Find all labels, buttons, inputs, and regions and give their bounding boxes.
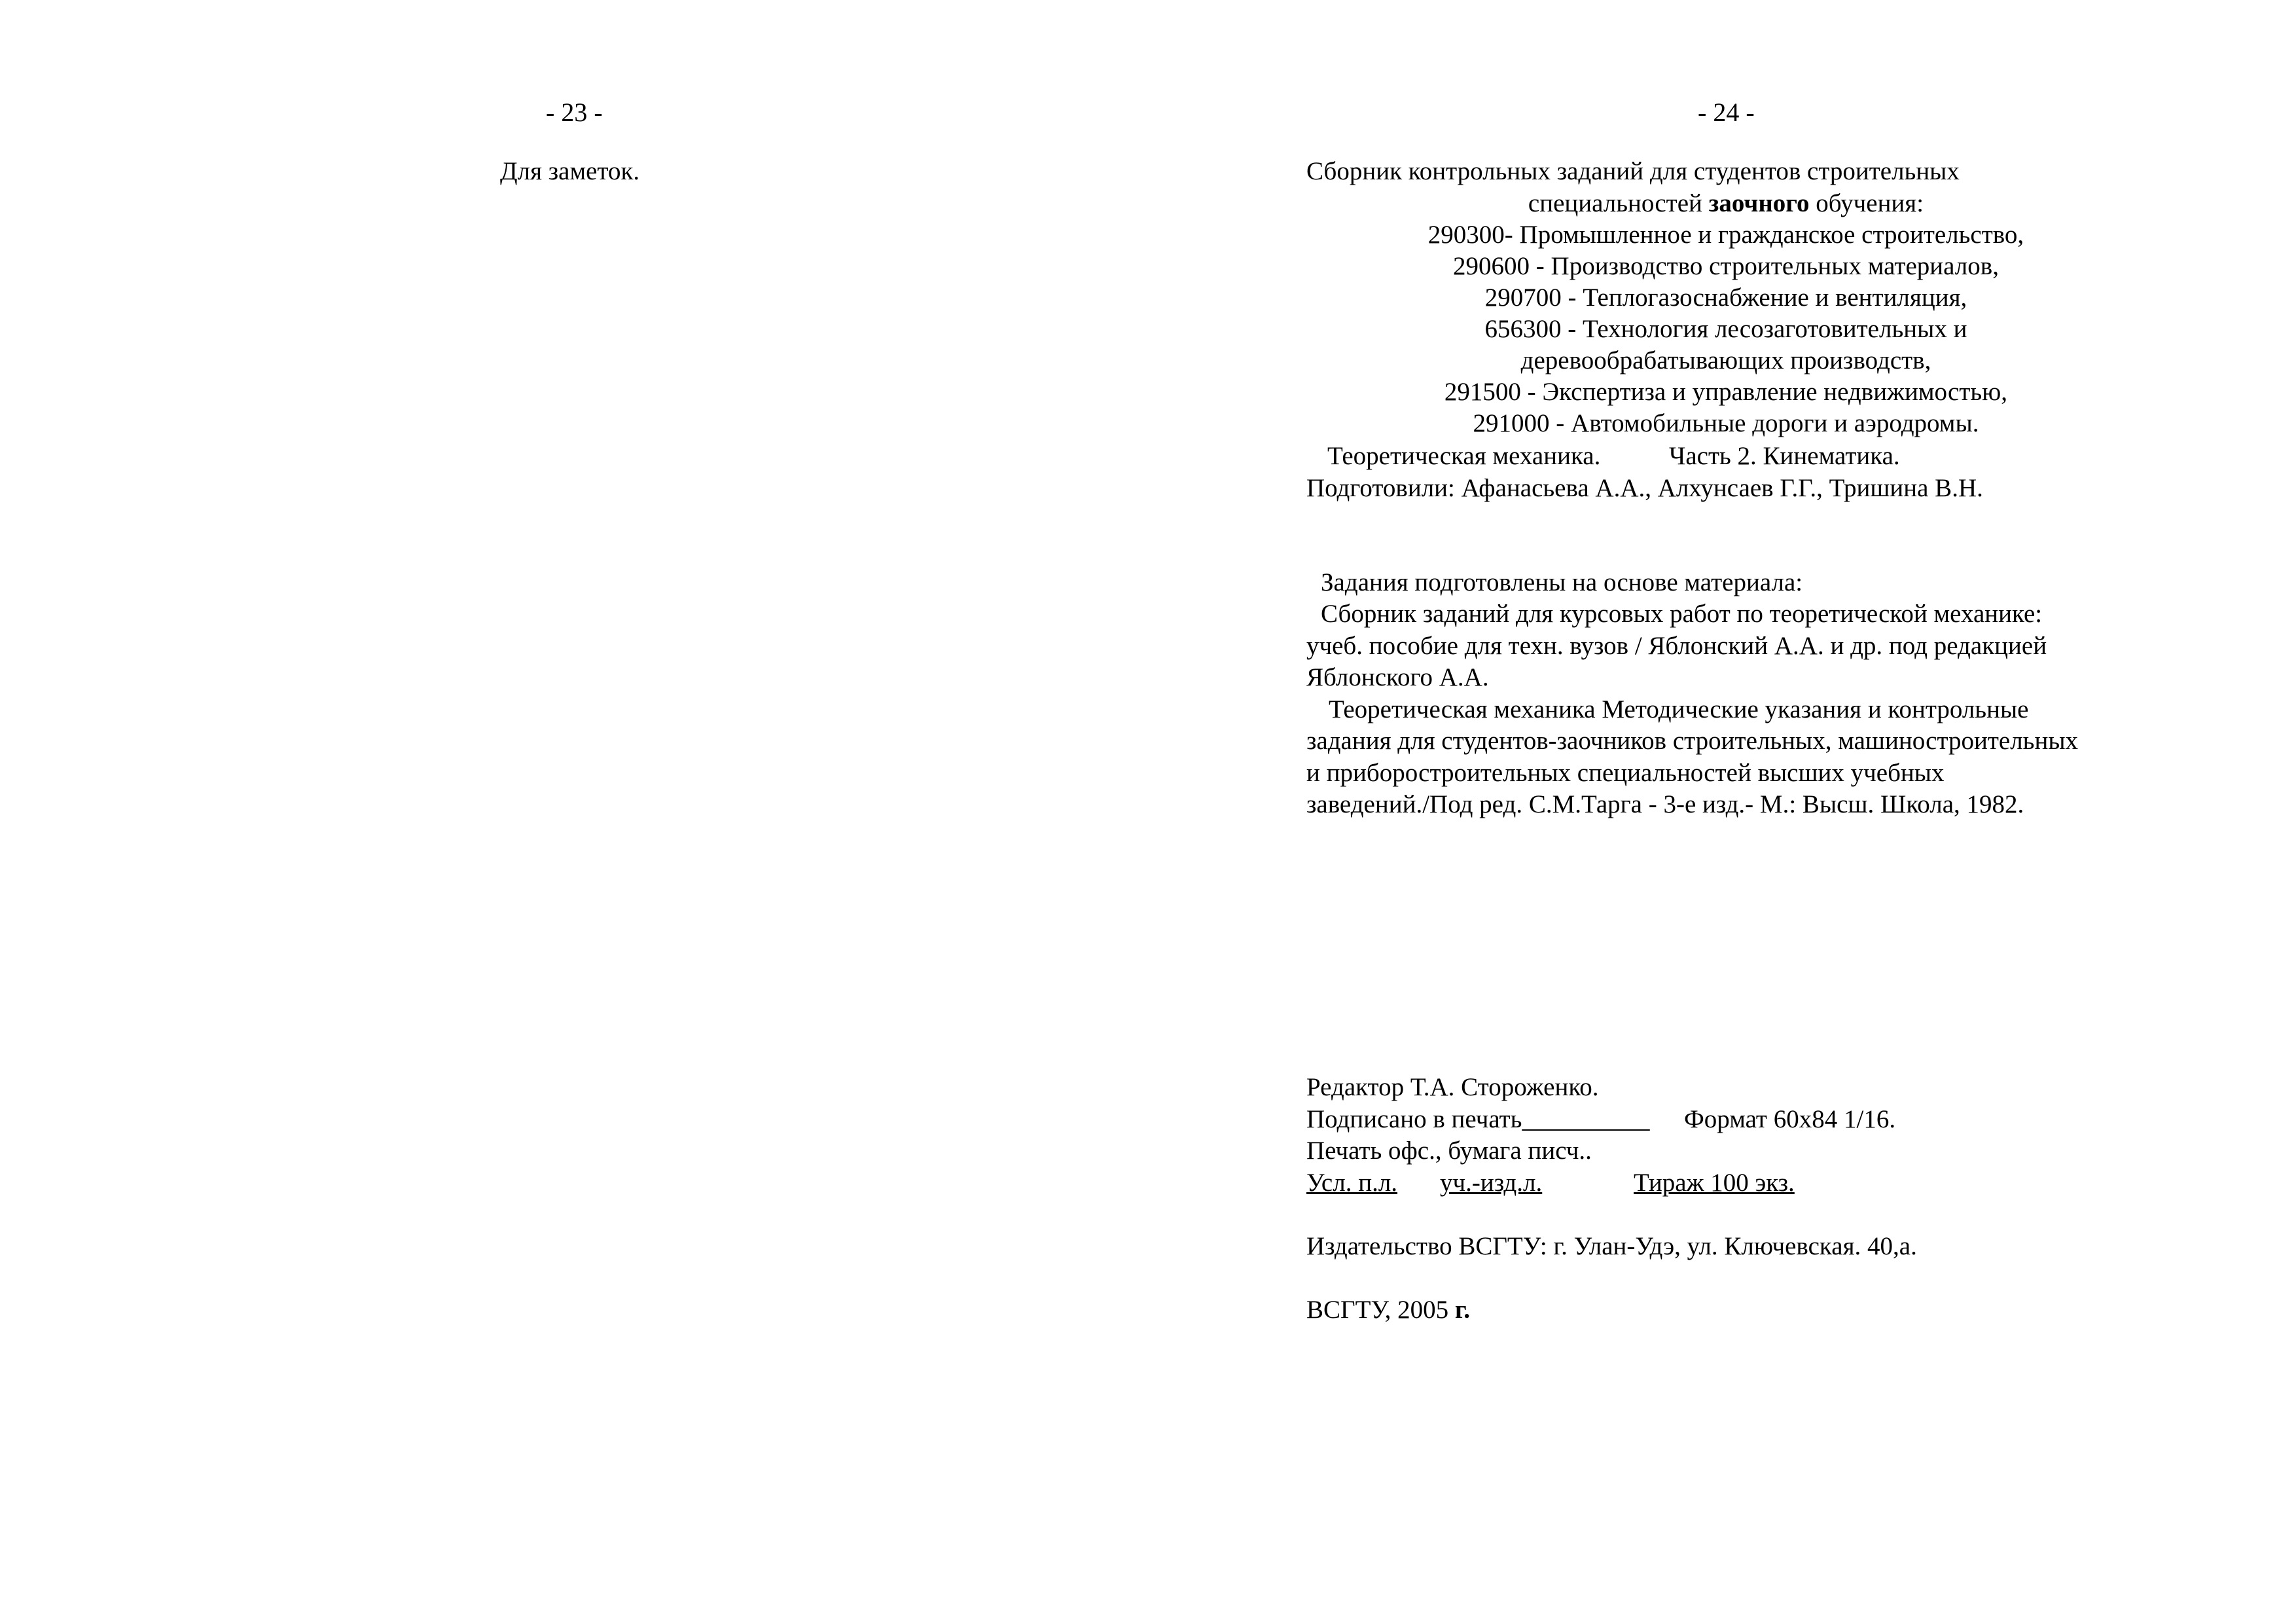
page-number-right: - 24 - [1698,98,1755,127]
specialty-item: 656300 - Технология лесозаготовительных и [1484,315,1967,343]
source-2-line: задания для студентов-заочников строительных, машиностроительных [1306,727,2079,755]
uch-label: уч.-изд.л. [1440,1169,1543,1197]
print-info: Печать офс., бумага писч.. [1306,1137,1592,1165]
tirazh-label: Тираж 100 экз. [1634,1169,1795,1197]
source-2-line: и приборостроительных специальностей высших учебных [1306,759,1945,787]
usl-label: Усл. п.л. [1306,1169,1398,1197]
specialty-item: 290600 - Производство строительных материалов, [1453,252,1999,280]
footer-line: ВСГТУ, 2005 г. [1306,1296,1470,1324]
signed-label: Подписано в печать__________ [1306,1105,1650,1133]
subject-label: Теоретическая механика. [1327,442,1601,470]
specialty-item: 290300- Промышленное и гражданское строительство, [1427,221,2024,249]
part-label: Часть 2. Кинематика. [1669,442,1900,470]
specialty-item: 291000 - Автомобильные дороги и аэродромы. [1473,409,1979,437]
source-2-line: заведений./Под ред. С.М.Тарга - 3-е изд.- М.: Высш. Школа, 1982. [1306,790,2024,818]
source-2-line: Теоретическая механика Методические указания и контрольные [1329,695,2029,723]
sources-intro: Задания подготовлены на основе материала: [1321,568,1803,596]
title-and-specialties [1306,188,2145,439]
page-number-left: - 23 - [546,98,603,127]
source-1-line: учеб. пособие для техн. вузов / Яблонский А.А. и др. под редакцией [1306,632,2047,660]
source-1-line: Яблонского А.А. [1306,663,1489,691]
specialty-item: 290700 - Теплогазоснабжение и вентиляция, [1484,283,1967,312]
specialty-item: деревообрабатывающих производств, [1520,346,1931,374]
specialty-item: 291500 - Экспертиза и управление недвижимостью, [1444,378,2008,406]
prepared-by: Подготовили: Афанасьева А.А., Алхунсаев Г.Г., Тришина В.Н. [1306,474,1983,502]
underline-fill [1405,1167,1440,1199]
editor-line: Редактор Т.А. Стороженко. [1306,1073,1599,1101]
format-label: Формат 60х84 1/16. [1684,1105,1896,1133]
title-line-2: специальностей заочного обучения: [1528,189,1924,217]
title-line-1: Сборник контрольных заданий для студентов строительных [1306,157,1960,185]
source-1-line: Сборник заданий для курсовых работ по теоретической механике: [1321,600,2043,628]
publisher-line: Издательство ВСГТУ: г. Улан-Удэ, ул. Ключевская. 40,а. [1306,1232,1917,1260]
notes-label: Для заметок. [500,157,640,185]
